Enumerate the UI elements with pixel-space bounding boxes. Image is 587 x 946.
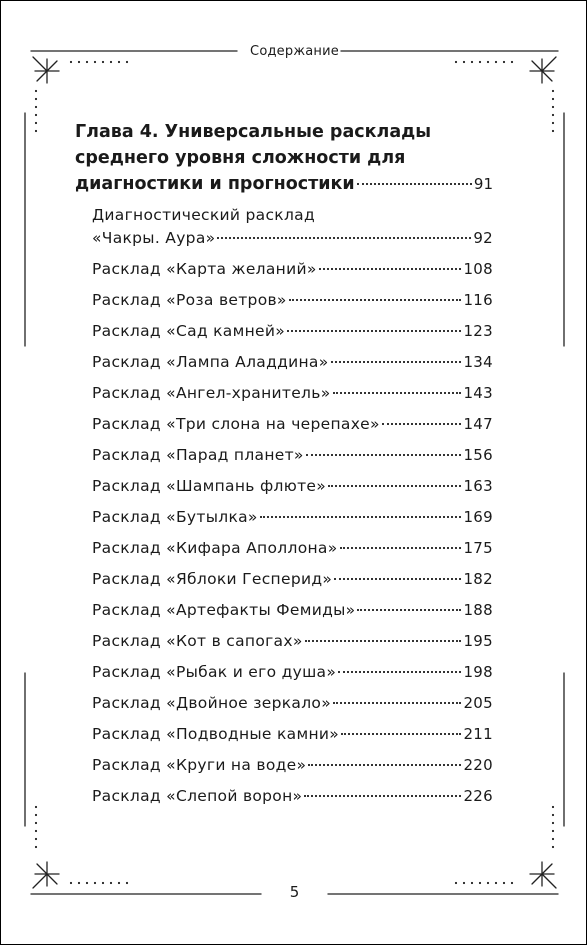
page-number: 108 xyxy=(463,260,493,278)
page-number: 92 xyxy=(473,229,493,247)
page-number: 169 xyxy=(463,508,493,526)
dot-leader xyxy=(328,485,461,487)
page-number: 220 xyxy=(463,756,493,774)
entry-title: Расклад «Круги на воде» xyxy=(92,756,307,774)
folio: 5 xyxy=(289,883,300,901)
toc-entry[interactable] xyxy=(92,660,493,684)
toc-entry[interactable] xyxy=(92,443,493,467)
toc-entry[interactable] xyxy=(92,288,493,312)
dot-leader xyxy=(260,516,462,518)
dot-leader xyxy=(319,268,462,270)
entry-title: Расклад «Слепой ворон» xyxy=(92,787,303,805)
toc-entry[interactable] xyxy=(92,505,493,529)
chapter-title-line: диагностики и прогностики xyxy=(75,174,355,194)
toc-entry[interactable] xyxy=(92,204,493,250)
toc-entry[interactable] xyxy=(92,412,493,436)
entry-title: Расклад «Карта желаний» xyxy=(92,260,317,278)
dot-leader xyxy=(304,795,461,797)
page-number: 123 xyxy=(463,322,493,340)
dot-leader xyxy=(333,702,461,704)
toc-entry[interactable] xyxy=(92,536,493,560)
entry-title: Расклад «Кифара Аполлона» xyxy=(92,539,338,557)
toc-entry[interactable] xyxy=(92,722,493,746)
page-number: 188 xyxy=(463,601,493,619)
dot-leader xyxy=(289,299,462,301)
page-number: 195 xyxy=(463,632,493,650)
toc-entry[interactable] xyxy=(92,784,493,808)
toc-entry[interactable] xyxy=(92,753,493,777)
entry-title: «Чакры. Аура» xyxy=(92,229,216,247)
page-number: 226 xyxy=(463,787,493,805)
page-number: 91 xyxy=(473,175,493,193)
toc-entry[interactable] xyxy=(92,598,493,622)
toc-entry[interactable] xyxy=(92,474,493,498)
dot-leader xyxy=(331,361,462,363)
entry-title: Расклад «Двойное зеркало» xyxy=(92,694,331,712)
entry-title-line: Диагностический расклад xyxy=(92,206,315,224)
entry-title: Расклад «Яблоки Гесперид» xyxy=(92,570,333,588)
page-number: 143 xyxy=(463,384,493,402)
entry-title: Расклад «Лампа Аладдина» xyxy=(92,353,329,371)
page-number: 205 xyxy=(463,694,493,712)
dot-leader xyxy=(287,330,461,332)
dot-leader xyxy=(341,733,461,735)
entry-title: Расклад «Шампань флюте» xyxy=(92,477,327,495)
toc-entry[interactable] xyxy=(92,350,493,374)
entry-title: Расклад «Рыбак и его душа» xyxy=(92,663,337,681)
chapter-title-line: среднего уровня сложности для xyxy=(75,148,406,168)
toc-entry[interactable] xyxy=(92,319,493,343)
dot-leader xyxy=(217,237,471,239)
toc-entry[interactable] xyxy=(92,257,493,281)
entry-title: Расклад «Артефакты Фемиды» xyxy=(92,601,356,619)
page-number: 198 xyxy=(463,663,493,681)
toc-entries xyxy=(75,204,493,808)
page-number: 163 xyxy=(463,477,493,495)
dot-leader xyxy=(305,640,462,642)
toc-entry[interactable] xyxy=(92,567,493,591)
page-number: 175 xyxy=(463,539,493,557)
dot-leader xyxy=(308,764,461,766)
toc-chapter[interactable] xyxy=(75,119,493,197)
dot-leader xyxy=(334,578,461,580)
page-number: 211 xyxy=(463,725,493,743)
page-number: 134 xyxy=(463,353,493,371)
dot-leader xyxy=(333,392,462,394)
table-of-contents xyxy=(75,119,493,808)
dot-leader xyxy=(382,423,462,425)
toc-entry[interactable] xyxy=(92,629,493,653)
page-number: 182 xyxy=(463,570,493,588)
entry-title: Расклад «Ангел-хранитель» xyxy=(92,384,331,402)
dot-leader xyxy=(306,454,462,456)
dot-leader xyxy=(338,671,461,673)
toc-entry[interactable] xyxy=(92,381,493,405)
entry-title: Расклад «Роза ветров» xyxy=(92,291,287,309)
page-number: 147 xyxy=(463,415,493,433)
dot-leader xyxy=(357,609,461,611)
entry-title: Расклад «Кот в сапогах» xyxy=(92,632,303,650)
page-number: 116 xyxy=(463,291,493,309)
chapter-title-line: Глава 4. Универсальные расклады xyxy=(75,122,432,142)
page-number: 156 xyxy=(463,446,493,464)
entry-title: Расклад «Три слона на черепахе» xyxy=(92,415,380,433)
entry-title: Расклад «Сад камней» xyxy=(92,322,286,340)
dot-leader xyxy=(357,183,472,185)
entry-title: Расклад «Подводные камни» xyxy=(92,725,340,743)
toc-entry[interactable] xyxy=(92,691,493,715)
dot-leader xyxy=(340,547,462,549)
entry-title: Расклад «Парад планет» xyxy=(92,446,304,464)
entry-title: Расклад «Бутылка» xyxy=(92,508,258,526)
running-head: Содержание xyxy=(250,44,339,59)
